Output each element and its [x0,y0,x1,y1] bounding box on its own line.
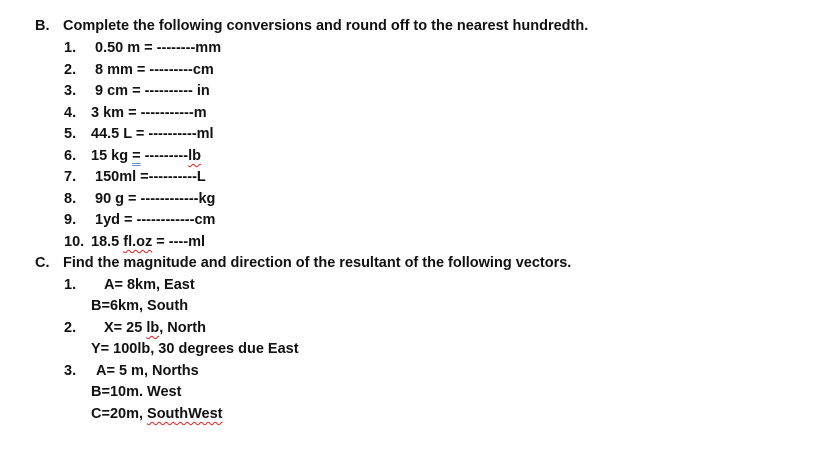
vector-line [91,405,222,423]
conversion-item-part: 15 kg [91,148,133,164]
item-number: 6. [64,148,77,164]
vector-line-part: X= 25 [104,320,147,336]
item-number: 7. [64,169,77,185]
vector-line-direction: SouthWest [147,406,223,422]
vector-line-unit: lb [146,320,160,336]
item-number: 5. [64,126,77,142]
vector-line [104,319,206,337]
conversion-item-unit: fl.oz [123,234,153,250]
vector-line: B=10m. West [91,384,182,400]
conversion-item-part: = ----ml [152,234,206,250]
item-number: 4. [64,105,77,121]
section-c-letter: C. [35,255,50,271]
conversion-item-equals: = [132,148,141,164]
conversion-item: 3 km = -----------m [91,105,207,121]
vector-line-part: C=20m, [91,406,148,422]
item-number: 3. [64,83,77,99]
conversion-item: 1yd = ------------cm [95,212,216,228]
problem-number: 3. [64,363,77,379]
problem-number: 2. [64,320,77,336]
vector-line: A= 8km, East [104,277,195,293]
conversion-item: 0.50 m = --------mm [95,40,222,56]
section-b-heading: Complete the following conversions and round off to the nearest hundredth. [63,18,589,34]
conversion-item: 150ml =----------L [95,169,206,185]
conversion-item: 8 mm = ---------cm [95,62,214,78]
item-number: 8. [64,191,77,207]
vector-line: A= 5 m, Norths [96,363,199,379]
conversion-item [91,147,201,165]
section-c-heading: Find the magnitude and direction of the resultant of the following vectors. [63,255,572,271]
conversion-item: 90 g = ------------kg [95,191,216,207]
item-number: 2. [64,62,77,78]
item-number: 9. [64,212,77,228]
conversion-item: 9 cm = ---------- in [95,83,210,99]
conversion-item [91,233,205,251]
vector-line: Y= 100lb, 30 degrees due East [91,341,299,357]
item-number: 10. [64,234,85,250]
section-b-letter: B. [35,18,50,34]
vector-line: B=6km, South [91,298,189,314]
vector-line-part: , North [159,320,206,336]
conversion-item-part: --------- [140,148,189,164]
conversion-item-part: 18.5 [91,234,124,250]
problem-number: 1. [64,277,77,293]
item-number: 1. [64,40,77,56]
conversion-item-unit: lb [188,148,201,164]
conversion-item: 44.5 L = ----------ml [91,126,214,142]
